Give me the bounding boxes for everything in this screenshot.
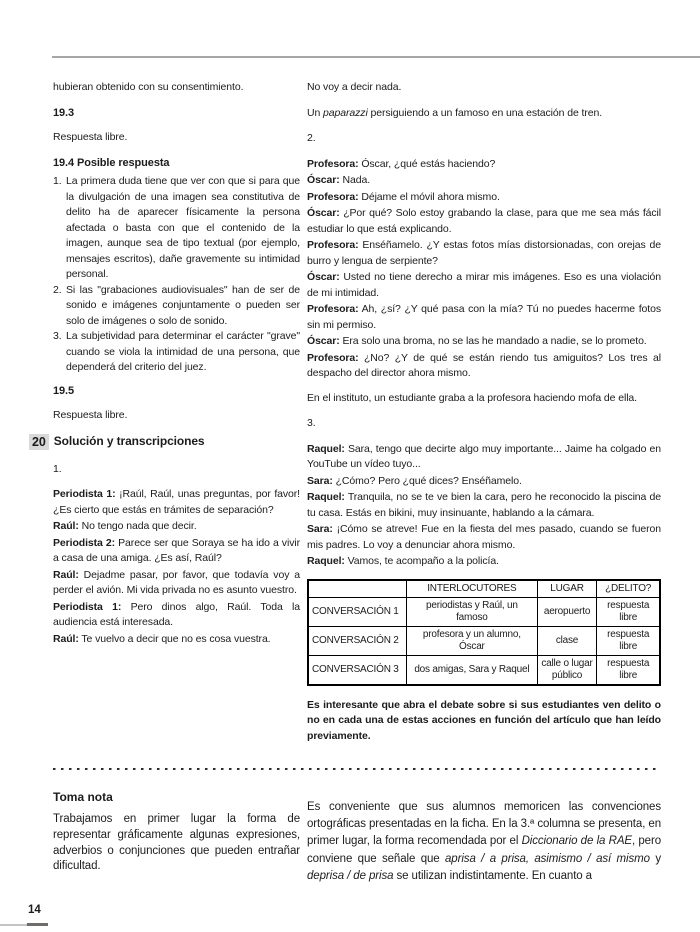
dialog-speaker: Óscar: bbox=[307, 174, 340, 186]
table-cell: CONVERSACIÓN 1 bbox=[308, 597, 406, 626]
dialog-1-label: 1. bbox=[53, 462, 62, 475]
dialog-line bbox=[53, 568, 300, 599]
list-item-text: La subjetividad para determinar el carácter "grave" cuando se viola la intimidad de una persona, que dependerá del criterio del juez. bbox=[66, 330, 300, 373]
list-item-text: Si las "grabaciones audiovisuales" han de ser de sonido e imágenes conjuntamente o pueden ser solo de imágenes o solo de sonido. bbox=[66, 283, 300, 327]
dialog-speaker: Óscar: bbox=[307, 335, 340, 347]
dialog-text: Ah, ¿sí? ¿Y qué pasa con la mía? Tú no puedes hacerme fotos sin mi permiso. bbox=[307, 303, 661, 331]
dialog-line bbox=[53, 600, 300, 631]
dialog-line bbox=[307, 302, 661, 333]
dialog-text: ¡Cómo se atreve! Fue en la fiesta del mes pasado, cuando se fueron mis padres. Lo voy a denunciar ahora mismo. bbox=[307, 523, 661, 551]
table-row bbox=[308, 597, 660, 626]
dialog-text: ¡Raúl, Raúl, unas preguntas, por favor! ¿Es cierto que estás en trámites de separación? bbox=[53, 488, 300, 516]
table-cell: calle o lugar público bbox=[537, 655, 597, 685]
dialog-line bbox=[307, 206, 661, 237]
list-item-number: 2. bbox=[53, 283, 62, 296]
activity-title: Solución y transcripciones bbox=[53, 433, 205, 448]
dialog-line bbox=[307, 474, 661, 490]
dialog-text: Sara, tengo que decirte algo muy importante... Jaime ha colgado en YouTube un vídeo tuyo... bbox=[307, 442, 661, 470]
list-item-text: La primera duda tiene que ver con que si para que la divulgación de una imagen sea constitutiva de delito ha de aparecer físicamente la persona afectada o basta con que el contenido de la imagen, aunque sea de tipo textual (por ejemplo, mensajes escritos), dañe gravemente su intimidad personal. bbox=[66, 175, 300, 280]
conventions-note: Es conveniente que sus alumnos memoricen las convenciones ortográficas presentadas en la ficha. En la 3.ª columna se presenta, en primer lugar, la forma recomendada por el Diccionario de la RAE, pero conviene que señale que aprisa / a prisa, asimismo / así mismo y deprisa / de prisa se utilizan indistintamente. En cuanto a bbox=[307, 801, 661, 882]
toma-nota-section bbox=[53, 790, 300, 875]
dialog-line bbox=[307, 157, 661, 173]
dialog-line bbox=[307, 554, 661, 570]
footer-rule-light bbox=[0, 924, 27, 926]
dialog-speaker: Raúl: bbox=[53, 568, 79, 581]
dialog-line bbox=[307, 442, 661, 473]
free-answer: Respuesta libre. bbox=[53, 131, 128, 143]
dialog-line bbox=[53, 519, 300, 535]
left-column bbox=[32, 80, 300, 656]
table-cell: CONVERSACIÓN 3 bbox=[308, 655, 406, 685]
top-rule bbox=[52, 56, 700, 58]
table-header-cell: INTERLOCUTORES bbox=[406, 580, 537, 598]
dialog-text: ¿Por qué? Solo estoy grabando la clase, para que me sea más fácil estudiar lo que está explicando. bbox=[307, 207, 661, 235]
dialog-text: Parece ser que Soraya se ha ido a vivir a casa de una amiga. ¿Es así, Raúl? bbox=[53, 536, 300, 564]
heading-19-4: 19.4 Posible respuesta bbox=[53, 156, 170, 169]
table-cell: profesora y un alumno, Óscar bbox=[406, 626, 537, 655]
dialog-speaker: Raquel: bbox=[307, 491, 345, 503]
activity-number-badge: 20 bbox=[29, 434, 49, 450]
footer-rule-dark bbox=[27, 923, 48, 926]
heading-19-3: 19.3 bbox=[53, 106, 75, 119]
conventions-section bbox=[307, 799, 661, 885]
dialog-speaker: Profesora: bbox=[307, 157, 359, 170]
dialog-text: Dejadme pasar, por favor, que todavía voy a perder el avión. Mi vida privada no es asunto vuestro. bbox=[53, 568, 300, 596]
dialog-line bbox=[53, 487, 300, 518]
dialog-line bbox=[307, 334, 661, 350]
dialog-speaker: Óscar: bbox=[307, 271, 340, 283]
table-cell: aeropuerto bbox=[537, 597, 597, 626]
paragraph-continuation: hubieran obtenido con su consentimiento. bbox=[53, 81, 244, 93]
table-row bbox=[308, 626, 660, 655]
dialog-text: Enséñamelo. ¿Y estas fotos mías distorsionadas, con orejas de burro y lengua de serpiente? bbox=[307, 239, 661, 267]
dialog-speaker: Profesora: bbox=[307, 190, 359, 203]
dialog-speaker: Sara: bbox=[307, 474, 333, 487]
dialog-line bbox=[307, 490, 661, 521]
heading-19-5: 19.5 bbox=[53, 384, 75, 397]
table-cell: respuesta libre bbox=[597, 597, 660, 626]
dotted-divider bbox=[53, 768, 659, 770]
dialog-line bbox=[307, 351, 661, 382]
dialog-text: Vamos, te acompaño a la policía. bbox=[347, 555, 499, 567]
dialog-text: Tranquila, no se te ve bien la cara, pero he reconocido la piscina de tu casa. Estás en bikini, muy insinuante, hablando a la cámara. bbox=[307, 491, 661, 519]
dialog-speaker: Raúl: bbox=[53, 520, 79, 532]
dialog-1 bbox=[53, 487, 300, 647]
dialog-2-label: 2. bbox=[307, 132, 316, 144]
dialog-3 bbox=[307, 442, 661, 570]
dialog-text: ¿Cómo? Pero ¿qué dices? Enséñamelo. bbox=[335, 474, 522, 487]
dialog-line bbox=[307, 270, 661, 301]
dialog-line bbox=[307, 522, 661, 553]
dialog-text: ¿No? ¿Y de qué se están riendo tus amiguitos? Los tres al despacho del director ahora mismo. bbox=[307, 351, 661, 379]
dialog-line bbox=[307, 238, 661, 269]
table-header-row bbox=[308, 580, 660, 598]
page-number: 14 bbox=[28, 904, 41, 916]
dialog-text: Era solo una broma, no se las he mandado a nadie, se lo prometo. bbox=[342, 335, 647, 347]
dialog-continuation: No voy a decir nada. bbox=[307, 81, 402, 93]
dialog-text: Óscar, ¿qué estás haciendo? bbox=[361, 157, 496, 170]
toma-nota-title: Toma nota bbox=[53, 790, 113, 804]
dialog-line bbox=[307, 173, 661, 189]
dialog-speaker: Sara: bbox=[307, 523, 333, 535]
dialog-speaker: Óscar: bbox=[307, 207, 340, 219]
list-item bbox=[53, 174, 300, 283]
table-header-cell bbox=[308, 580, 406, 598]
table-cell: CONVERSACIÓN 2 bbox=[308, 626, 406, 655]
table-row bbox=[308, 655, 660, 685]
dialog-text: Pero dinos algo, Raúl. Toda la audiencia está interesada. bbox=[53, 600, 300, 628]
dialog-speaker: Raquel: bbox=[307, 555, 345, 567]
teacher-debate-note: Es interesante que abra el debate sobre si sus estudiantes ven delito o no en cada una de estas acciones en función del artículo que han leído previamente. bbox=[307, 698, 661, 742]
dialog-speaker: Periodista 2: bbox=[53, 536, 116, 549]
dialog-line bbox=[53, 536, 300, 567]
table-cell: respuesta libre bbox=[597, 626, 660, 655]
free-answer: Respuesta libre. bbox=[53, 409, 128, 421]
conversations-table bbox=[307, 579, 661, 686]
activity-heading bbox=[29, 434, 300, 450]
table-cell: periodistas y Raúl, un famoso bbox=[406, 597, 537, 626]
dialog-speaker: Profesora: bbox=[307, 303, 359, 315]
table-header-cell: ¿DELITO? bbox=[597, 580, 660, 598]
list-item-number: 1. bbox=[53, 175, 62, 187]
scene-description-1: Un paparazzi persiguiendo a un famoso en una estación de tren. bbox=[307, 106, 603, 119]
right-column bbox=[307, 80, 661, 744]
dialog-speaker: Periodista 1: bbox=[53, 600, 122, 613]
dialog-speaker: Raúl: bbox=[53, 632, 79, 645]
list-item bbox=[53, 329, 300, 376]
dialog-line bbox=[307, 190, 661, 206]
numbered-list-19-4 bbox=[53, 174, 300, 376]
dialog-text: Déjame el móvil ahora mismo. bbox=[361, 190, 500, 203]
list-item-number: 3. bbox=[53, 330, 62, 342]
dialog-speaker: Profesora: bbox=[307, 239, 359, 251]
dialog-speaker: Raquel: bbox=[307, 442, 345, 455]
list-item bbox=[53, 283, 300, 330]
dialog-2 bbox=[307, 157, 661, 382]
dialog-3-label: 3. bbox=[307, 417, 316, 429]
table-header-cell: LUGAR bbox=[537, 580, 597, 598]
table-cell: respuesta libre bbox=[597, 655, 660, 685]
dialog-speaker: Profesora: bbox=[307, 351, 359, 364]
scene-description-2: En el instituto, un estudiante graba a la profesora haciendo mofa de ella. bbox=[307, 391, 637, 404]
toma-nota-text: Trabajamos en primer lugar la forma de representar gráficamente algunas expresiones, adverbios o conjunciones que pueden entrañar dificultad. bbox=[53, 813, 300, 873]
table-cell: dos amigas, Sara y Raquel bbox=[406, 655, 537, 685]
dialog-speaker: Periodista 1: bbox=[53, 488, 116, 500]
dialog-text: Nada. bbox=[342, 174, 371, 186]
dialog-line bbox=[53, 632, 300, 648]
table-cell: clase bbox=[537, 626, 597, 655]
dialog-text: Usted no tiene derecho a mirar mis imágenes. Eso es una violación de mi intimidad. bbox=[307, 271, 661, 299]
dialog-text: Te vuelvo a decir que no es cosa vuestra. bbox=[81, 632, 271, 645]
dialog-text: No tengo nada que decir. bbox=[81, 520, 197, 532]
